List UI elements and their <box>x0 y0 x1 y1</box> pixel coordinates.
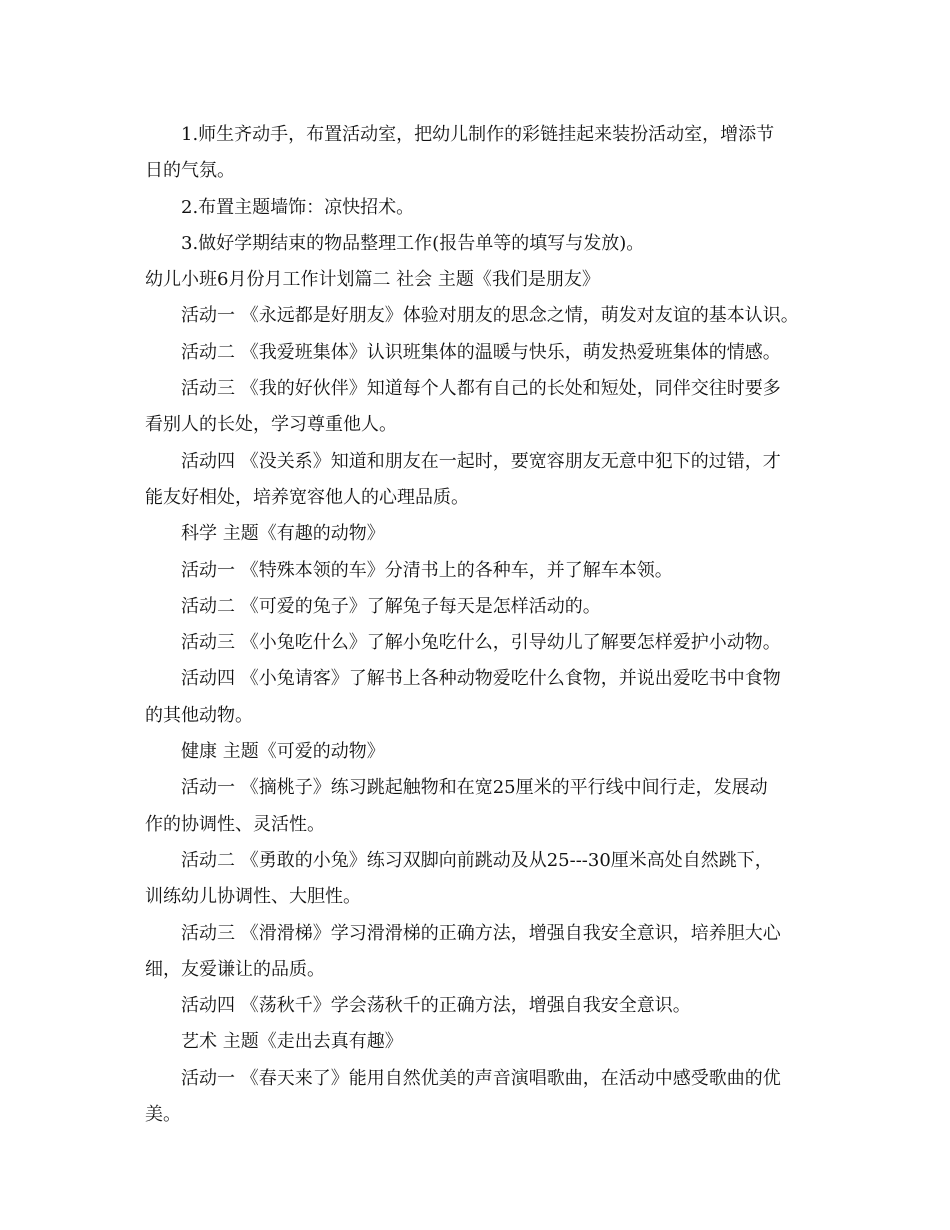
text-line: 艺术 主题《走出去真有趣》 <box>181 1031 403 1053</box>
text-line: 活动三 《我的好伙伴》知道每个人都有自己的长处和短处，同伴交往时要多 <box>181 378 781 400</box>
text-line: 活动一 《特殊本领的车》分清书上的各种车，并了解车本领。 <box>181 559 673 581</box>
text-line: 看别人的长处，学习尊重他人。 <box>145 414 397 436</box>
text-line: 科学 主题《有趣的动物》 <box>181 523 385 545</box>
text-line: 活动三 《滑滑梯》学习滑滑梯的正确方法，增强自我安全意识，培养胆大心 <box>181 922 781 944</box>
text-line: 活动二 《可爱的兔子》了解兔子每天是怎样活动的。 <box>181 595 601 617</box>
text-line: 活动四 《小兔请客》了解书上各种动物爱吃什么食物，并说出爱吃书中食物 <box>181 668 781 690</box>
document-body <box>145 117 825 1133</box>
text-line: 活动一 《永远都是好朋友》体验对朋友的思念之情，萌发对友谊的基本认识。 <box>181 305 799 327</box>
text-line: 的其他动物。 <box>145 704 253 726</box>
text-line: 活动四 《没关系》知道和朋友在一起时，要宽容朋友无意中犯下的过错，才 <box>181 450 781 472</box>
text-line: 2.布置主题墙饰：凉快招术。 <box>181 196 415 218</box>
text-line: 美。 <box>145 1104 181 1126</box>
text-line: 活动四 《荡秋千》学会荡秋千的正确方法，增强自我安全意识。 <box>181 995 691 1017</box>
text-line: 训练幼儿协调性、大胆性。 <box>145 886 361 908</box>
text-line: 3.做好学期结束的物品整理工作(报告单等的填写与发放)。 <box>181 232 645 254</box>
text-line: 健康 主题《可爱的动物》 <box>181 741 385 763</box>
text-line: 作的协调性、灵活性。 <box>145 813 325 835</box>
text-line: 日的气氛。 <box>145 160 235 182</box>
text-line: 活动三 《小兔吃什么》了解小兔吃什么，引导幼儿了解要怎样爱护小动物。 <box>181 632 781 654</box>
text-line: 能友好相处，培养宽容他人的心理品质。 <box>145 486 469 508</box>
text-line: 活动二 《我爱班集体》认识班集体的温暖与快乐，萌发热爱班集体的情感。 <box>181 341 781 363</box>
text-line: 活动二 《勇敢的小兔》练习双脚向前跳动及从25---30厘米高处自然跳下， <box>181 849 773 871</box>
text-line: 细，友爱谦让的品质。 <box>145 958 325 980</box>
text-line: 活动一 《摘桃子》练习跳起触物和在宽25厘米的平行线中间行走，发展动 <box>181 777 768 799</box>
text-line: 活动一 《春天来了》能用自然优美的声音演唱歌曲，在活动中感受歌曲的优 <box>181 1067 781 1089</box>
text-line: 1.师生齐动手，布置活动室，把幼儿制作的彩链挂起来装扮活动室，增添节 <box>181 124 775 145</box>
text-line: 幼儿小班6月份月工作计划篇二 社会 主题《我们是朋友》 <box>145 269 600 291</box>
